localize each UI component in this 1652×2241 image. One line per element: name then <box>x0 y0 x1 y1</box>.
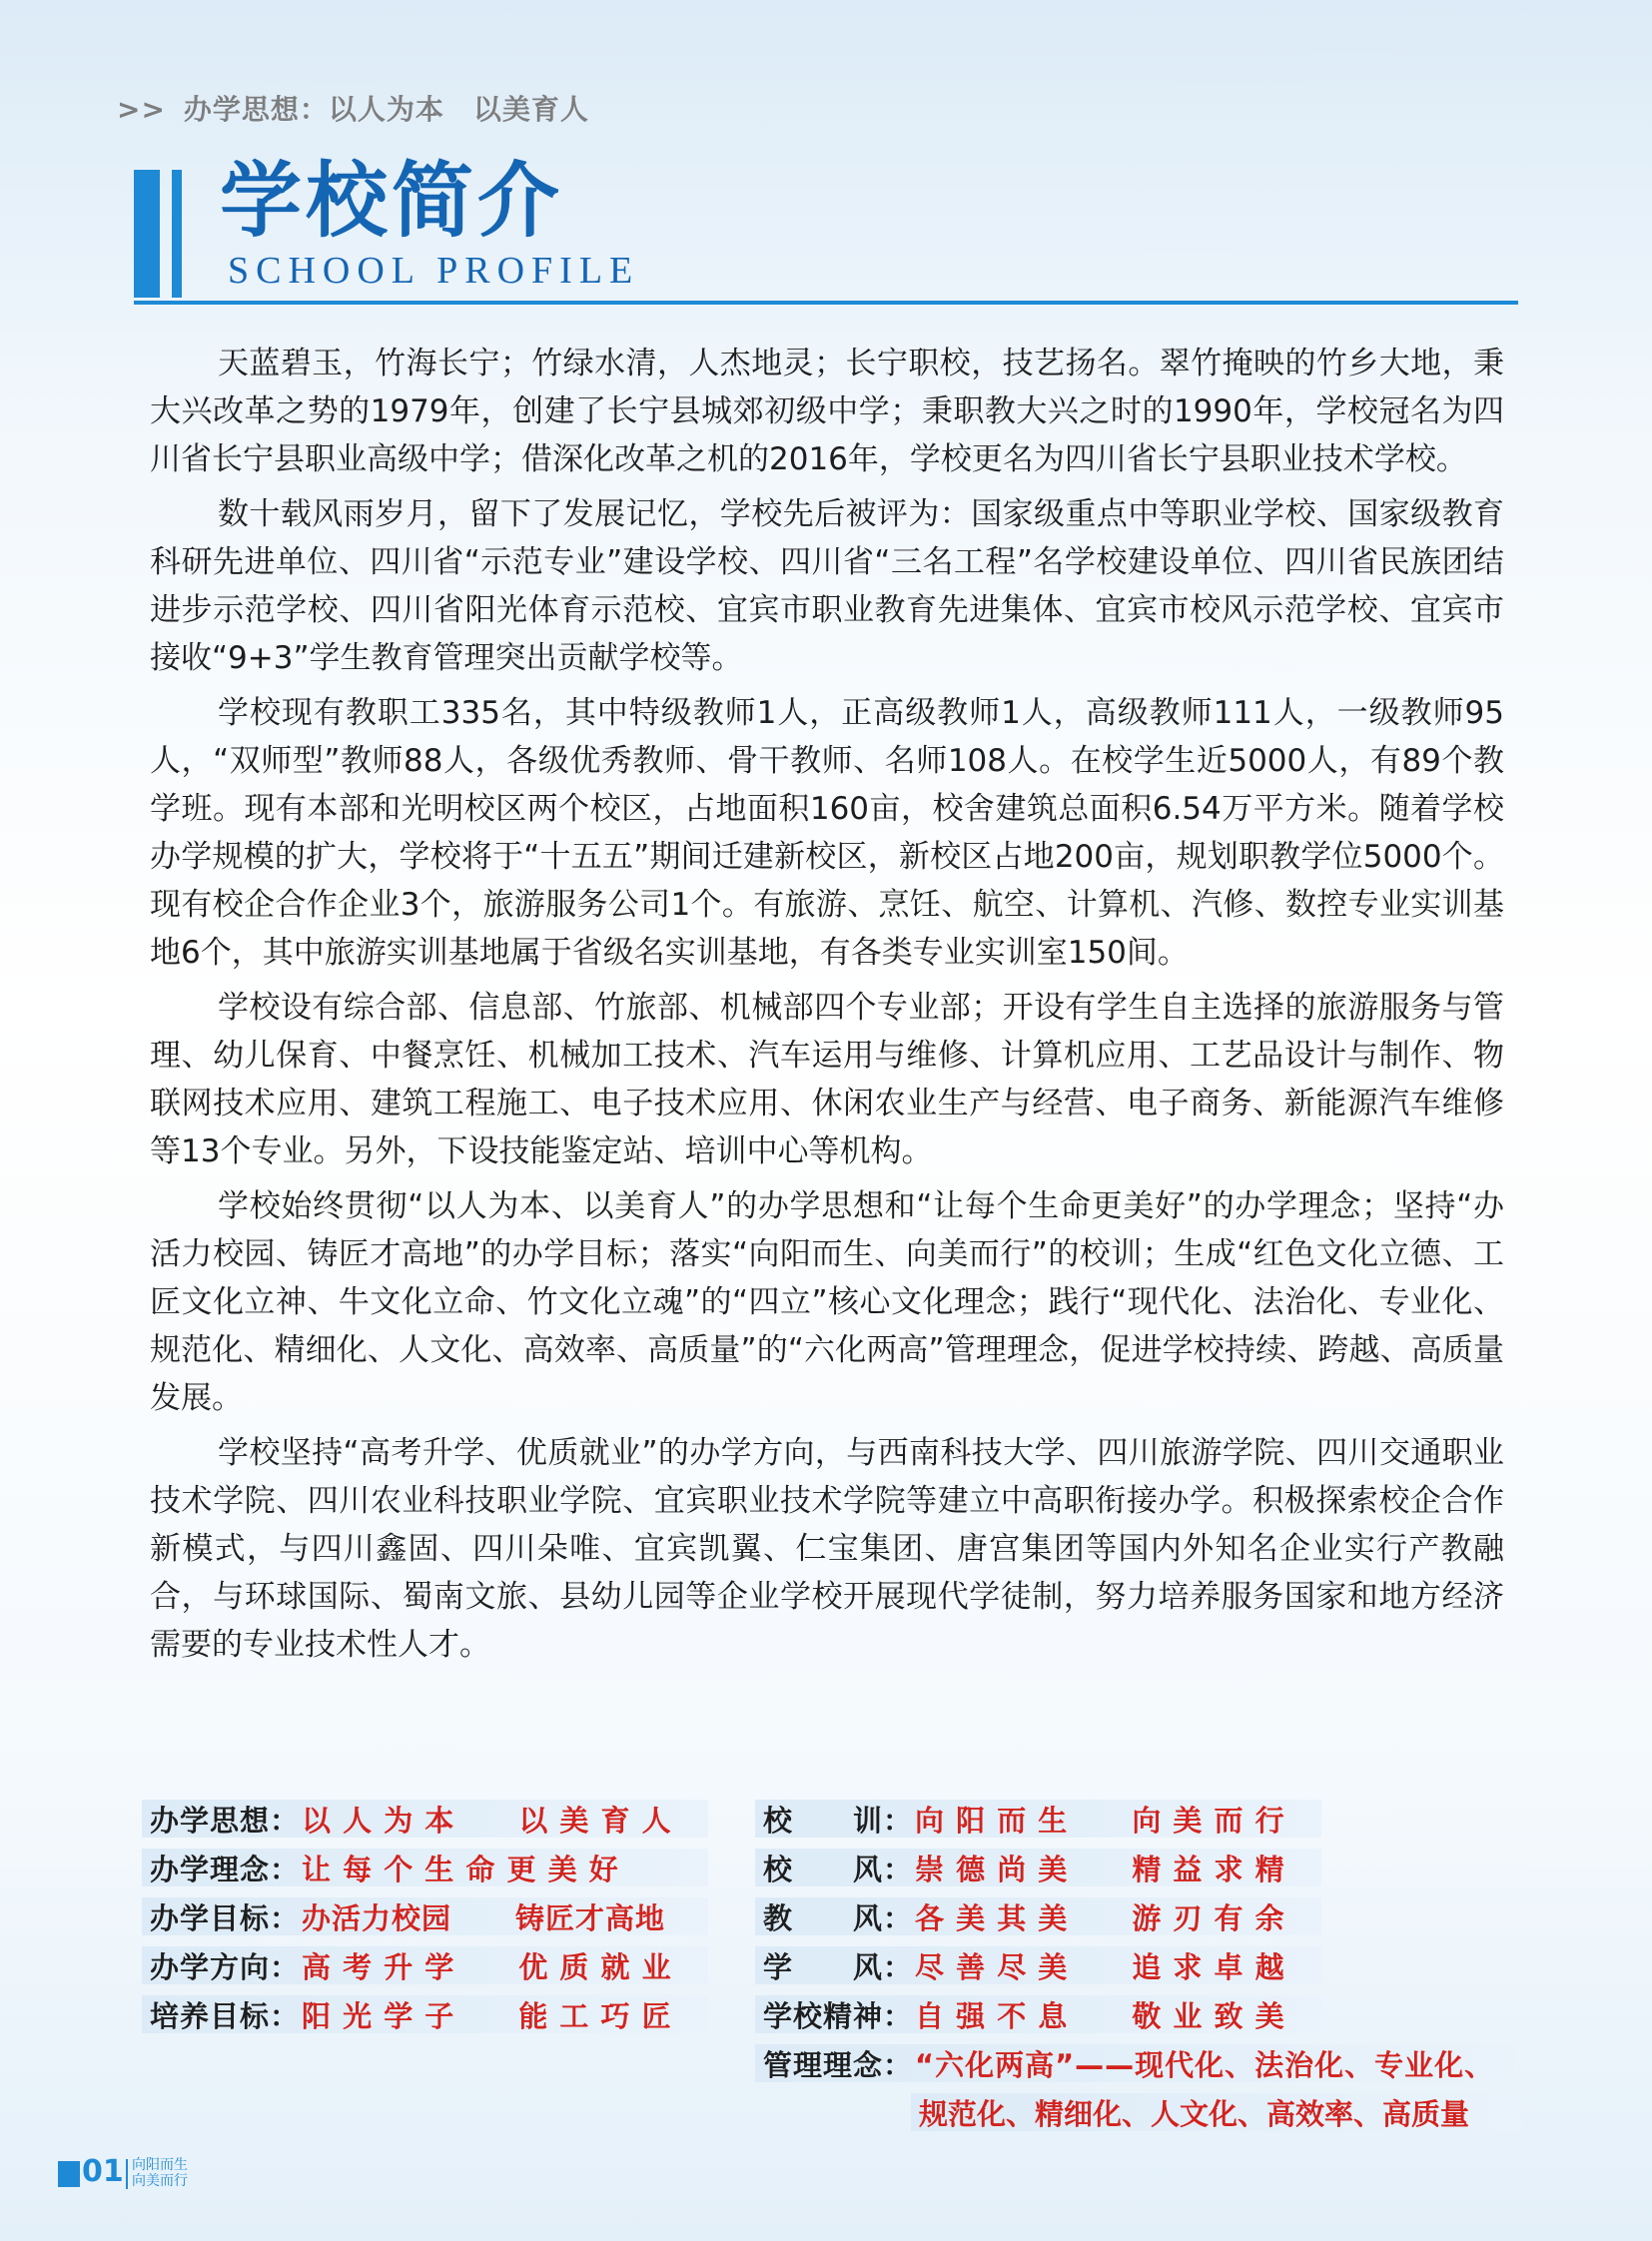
paragraph: 数十载风雨岁月，留下了发展记忆，学校先后被评为：国家级重点中等职业学校、国家级教育科研先进单位、四川省“示范专业”建设学校、四川省“三名工程”名学校建设单位、四川省民族团结进步示范学校、四川省阳光体育示范校、宜宾市职业教育先进集体、宜宾市校风示范学校、宜宾市接收“9+3”学生教育管理突出贡献学校等。 <box>150 496 1504 676</box>
title-accent-bar <box>134 170 160 298</box>
motto-value: 以 美 育 人 <box>518 1803 672 1838</box>
motto-value: 追 求 卓 越 <box>1132 1949 1285 1984</box>
motto-value: 崇 德 尚 美 <box>915 1852 1069 1886</box>
footer-slogan-line: 向美而行 <box>132 2173 188 2189</box>
page-number-marker <box>58 2161 80 2187</box>
motto-label: 教 风： <box>763 1900 914 1935</box>
motto-label: 校 风： <box>763 1852 914 1886</box>
motto-row <box>142 1849 708 1886</box>
motto-row <box>142 1800 708 1838</box>
title-divider <box>134 301 1518 305</box>
motto-label: 培养目标： <box>150 1998 301 2033</box>
double-chevron-icon: >> <box>117 93 166 126</box>
motto-value: 让 每 个 生 命 更 美 好 <box>302 1852 619 1886</box>
motto-label: 办学方向： <box>150 1949 301 1984</box>
motto-value: 办活力校园 <box>302 1900 452 1935</box>
management-value: “六化两高”——现代化、法治化、专业化、 <box>915 2047 1495 2082</box>
motto-row <box>142 1995 708 2033</box>
title-accent-bar-thin <box>172 170 182 298</box>
motto-row <box>755 1800 1321 1838</box>
motto-row <box>755 1849 1321 1886</box>
footer-divider <box>126 2159 128 2189</box>
motto-value: 敬 业 致 美 <box>1132 1998 1285 2033</box>
paragraph: 学校现有教职工335名，其中特级教师1人，正高级教师1人，高级教师111人，一级教师95人，“双师型”教师88人，各级优秀教师、骨干教师、名师108人。在校学生近5000人，有89个教学班。现有本部和光明校区两个校区，占地面积160亩，校舍建筑总面积6.54万平方米。随着学校办学规模的扩大，学校将于“十五五”期间迁建新校区，新校区占地200亩，规划职教学位5000个。现有校企合作企业3个，旅游服务公司1个。有旅游、烹饪、航空、计算机、汽修、数控专业实训基地6个，其中旅游实训基地属于省级名实训基地，有各类专业实训室150间。 <box>150 695 1504 971</box>
motto-label: 管理理念： <box>763 2047 914 2082</box>
motto-value: 向 美 而 行 <box>1132 1803 1285 1838</box>
management-value-line2: 规范化、精细化、人文化、高效率、高质量 <box>911 2093 1522 2131</box>
motto-list-left <box>142 1800 708 2044</box>
motto-value: 阳 光 学 子 <box>302 1998 455 2033</box>
top-tagline <box>117 88 589 128</box>
motto-row <box>755 1995 1321 2033</box>
page-number: 01 <box>82 2154 124 2189</box>
motto-label: 办学理念： <box>150 1852 301 1886</box>
motto-value: 高 考 升 学 <box>302 1949 455 1984</box>
motto-value: 向 阳 而 生 <box>915 1803 1069 1838</box>
footer-slogan <box>132 2157 188 2189</box>
motto-value: 游 刃 有 余 <box>1132 1900 1285 1935</box>
paragraph: 学校设有综合部、信息部、竹旅部、机械部四个专业部；开设有学生自主选择的旅游服务与管理、幼儿保育、中餐烹饪、机械加工技术、汽车运用与维修、计算机应用、工艺品设计与制作、物联网技术应用、建筑工程施工、电子技术应用、休闲农业生产与经营、电子商务、新能源汽车维修等13个专业。另外，下设技能鉴定站、培训中心等机构。 <box>150 990 1504 1169</box>
motto-value: 尽 善 尽 美 <box>915 1949 1069 1984</box>
motto-row <box>755 1946 1321 1984</box>
motto-row <box>142 1946 708 1984</box>
paragraph: 学校坚持“高考升学、优质就业”的办学方向，与西南科技大学、四川旅游学院、四川交通职业技术学院、四川农业科技职业学院、宜宾职业技术学院等建立中高职衔接办学。积极探索校企合作新模式，与四川鑫固、四川朵唯、宜宾凯翼、仁宝集团、唐宫集团等国内外知名企业实行产教融合，与环球国际、蜀南文旅、县幼儿园等企业学校开展现代学徒制，努力培养服务国家和地方经济需要的专业技术性人才。 <box>150 1435 1504 1663</box>
motto-value: 铸匠才高地 <box>515 1900 666 1935</box>
management-row <box>755 2044 1514 2082</box>
motto-value: 各 美 其 美 <box>915 1900 1069 1935</box>
motto-value: 优 质 就 业 <box>518 1949 672 1984</box>
paragraph: 学校始终贯彻“以人为本、以美育人”的办学思想和“让每个生命更美好”的办学理念；坚持“办活力校园、铸匠才高地”的办学目标；落实“向阳而生、向美而行”的校训；生成“红色文化立德、工匠文化立神、牛文化立命、竹文化立魂”的“四立”核心文化理念；践行“现代化、法治化、专业化、规范化、精细化、人文化、高效率、高质量”的“六化两高”管理理念，促进学校持续、跨越、高质量发展。 <box>150 1188 1504 1416</box>
motto-value: 自 强 不 息 <box>915 1998 1069 2033</box>
motto-label: 学 风： <box>763 1949 914 1984</box>
motto-row <box>755 1897 1321 1935</box>
page-subtitle: SCHOOL PROFILE <box>228 250 640 292</box>
tagline-text: 办学思想：以人为本 以美育人 <box>183 93 589 126</box>
motto-value: 能 工 巧 匠 <box>518 1998 672 2033</box>
motto-value: 以 人 为 本 <box>302 1803 455 1838</box>
page-title: 学校简介 <box>220 153 564 249</box>
footer-slogan-line: 向阳而生 <box>132 2157 188 2173</box>
motto-label: 办学思想： <box>150 1803 301 1838</box>
motto-row <box>142 1897 708 1935</box>
paragraph: 天蓝碧玉，竹海长宁；竹绿水清，人杰地灵；长宁职校，技艺扬名。翠竹掩映的竹乡大地，秉大兴改革之势的1979年，创建了长宁县城郊初级中学；秉职教大兴之时的1990年，学校冠名为四川省长宁县职业高级中学；借深化改革之机的2016年，学校更名为四川省长宁县职业技术学校。 <box>150 346 1504 477</box>
motto-label: 学校精神： <box>763 1998 914 2033</box>
motto-label: 校 训： <box>763 1803 914 1838</box>
motto-label: 办学目标： <box>150 1900 301 1935</box>
motto-list-right <box>755 1800 1495 2131</box>
motto-value: 精 益 求 精 <box>1132 1852 1285 1886</box>
profile-body <box>150 340 1504 1676</box>
